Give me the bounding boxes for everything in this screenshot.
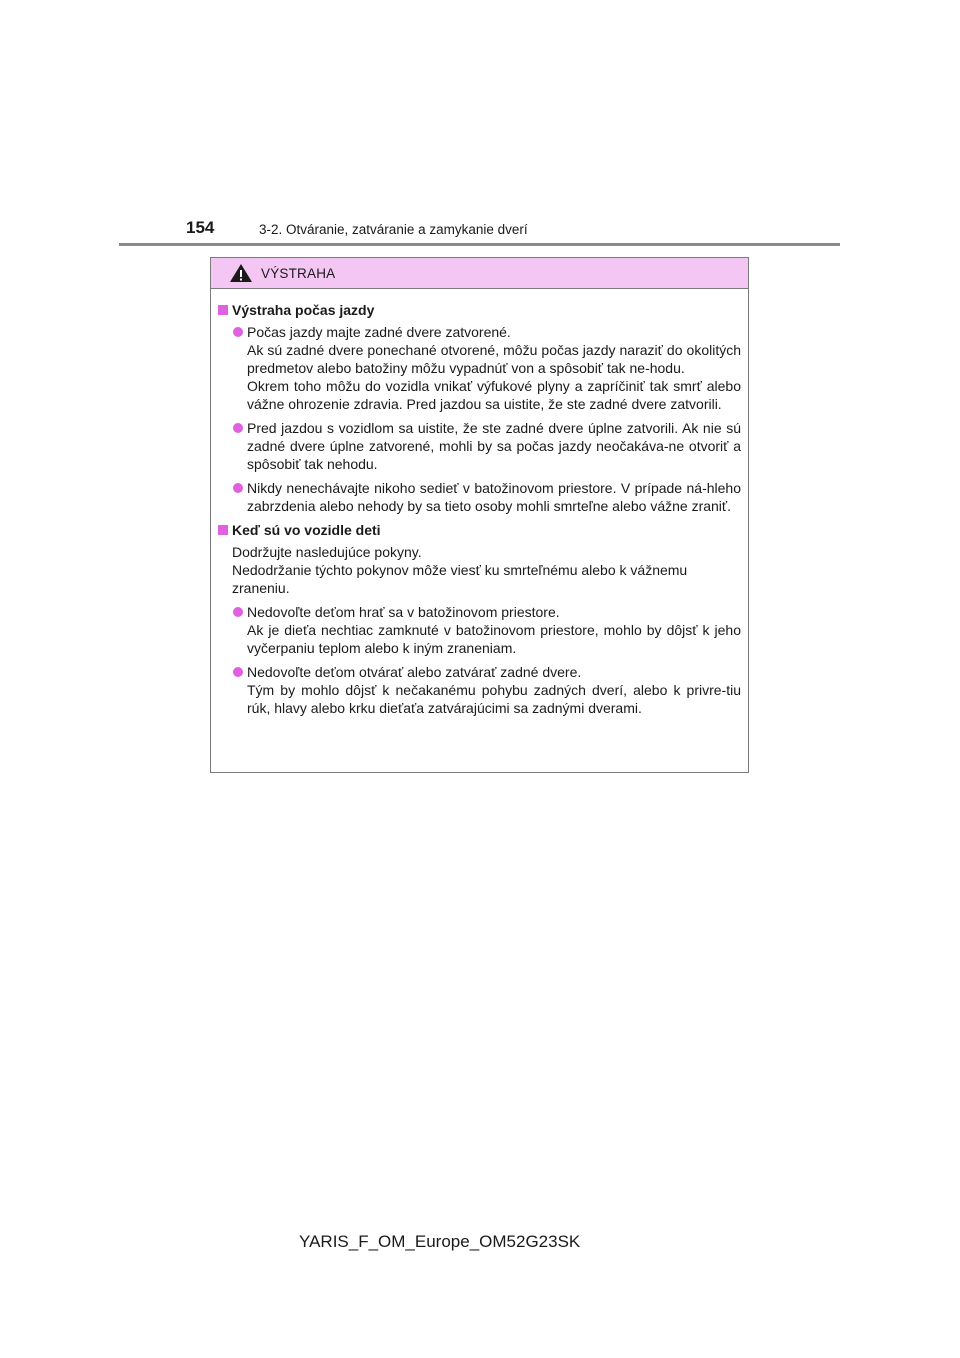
bullet-item (218, 663, 741, 717)
section-heading-text: Keď sú vo vozidle deti (232, 522, 381, 538)
footer-code: YARIS_F_OM_Europe_OM52G23SK (299, 1232, 581, 1251)
bullet-text (247, 323, 741, 413)
bullet-paragraph: Ak sú zadné dvere ponechané otvorené, môžu počas jazdy naraziť do okolitých predmetov alebo batožiny môžu vypadnúť von a spôsobiť tak ne-hodu. (247, 342, 741, 376)
round-bullet-icon (233, 327, 243, 337)
bullet-text (247, 479, 741, 515)
warning-section (218, 521, 741, 717)
section-intro (218, 543, 741, 597)
bullet-item (218, 479, 741, 515)
header-rule (119, 243, 840, 246)
bullet-text (247, 603, 741, 657)
page-number: 154 (186, 218, 215, 237)
bullet-paragraph: Nedovoľte deťom otvárať alebo zatvárať zadné dvere. (247, 664, 582, 680)
section-heading-text: Výstraha počas jazdy (232, 302, 375, 318)
warning-box (210, 257, 749, 773)
intro-paragraph: Nedodržanie týchto pokynov môže viesť ku smrteľnému alebo k vážnemu zraneniu. (232, 562, 688, 596)
bullet-paragraph: Pred jazdou s vozidlom sa uistite, že ste zadné dvere úplne zatvorili. Ak nie sú zadné dvere úplne zatvorené, mohli by sa počas jazdy neočakáva-ne otvoriť a spôsobiť tak nehodu. (247, 420, 741, 472)
warning-triangle-icon (229, 263, 253, 283)
bullet-paragraph: Nikdy nenechávajte nikoho sedieť v batožinovom priestore. V prípade ná-hleho zabrzdenia alebo nehody by sa tieto osoby mohli smrteľne alebo vážne zraniť. (247, 480, 741, 514)
round-bullet-icon (233, 607, 243, 617)
section-heading (218, 521, 741, 539)
intro-paragraph: Dodržujte nasledujúce pokyny. (232, 544, 422, 560)
bullet-item (218, 323, 741, 413)
square-bullet-icon (218, 525, 228, 535)
bullet-paragraph: Tým by mohlo dôjsť k nečakanému pohybu zadných dverí, alebo k privre-tiu rúk, hlavy alebo krku dieťaťa zatvárajúcimi sa zadnými dverami. (247, 682, 741, 716)
warning-section (218, 301, 741, 515)
square-bullet-icon (218, 305, 228, 315)
warning-body (211, 289, 748, 717)
bullet-paragraph: Okrem toho môžu do vozidla vnikať výfukové plyny a zapríčiniť tak smrť alebo vážne ohrozenie zdravia. Pred jazdou sa uistite, že ste zadné dvere zatvorili. (247, 378, 741, 412)
round-bullet-icon (233, 667, 243, 677)
section-title: 3-2. Otváranie, zatváranie a zamykanie dverí (259, 222, 528, 237)
bullet-paragraph: Počas jazdy majte zadné dvere zatvorené. (247, 324, 511, 340)
bullet-paragraph: Ak je dieťa nechtiac zamknuté v batožinovom priestore, mohlo by dôjsť k jeho vyčerpaniu teplom alebo k iným zraneniam. (247, 622, 741, 656)
warning-header (211, 258, 748, 289)
warning-label: VÝSTRAHA (261, 265, 336, 281)
round-bullet-icon (233, 483, 243, 493)
bullet-item (218, 419, 741, 473)
bullet-item (218, 603, 741, 657)
round-bullet-icon (233, 423, 243, 433)
bullet-paragraph: Nedovoľte deťom hrať sa v batožinovom priestore. (247, 604, 560, 620)
bullet-text (247, 663, 741, 717)
section-heading (218, 301, 741, 319)
bullet-text (247, 419, 741, 473)
